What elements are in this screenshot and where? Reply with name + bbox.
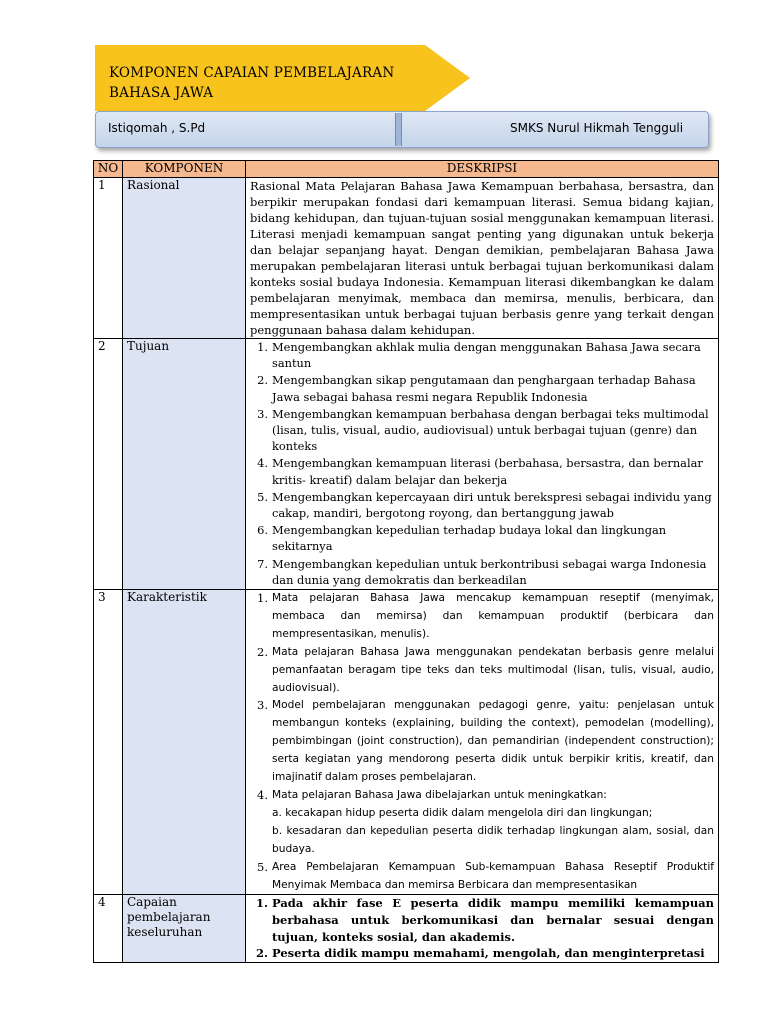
list-item: 2. Peserta didik mampu memahami, mengolah, dan menginterpretasi <box>255 946 705 961</box>
info-bar <box>95 111 709 148</box>
list-item: 7. Mengembangkan kepedulian untuk berkontribusi sebagai warga Indonesia dan dunia yang demokratis dan berkeadilan <box>257 556 707 587</box>
header-komponen: KOMPONEN <box>123 161 246 178</box>
title-line-1: KOMPONEN CAPAIAN PEMBELAJARAN <box>109 65 395 81</box>
list-item: 4. Mengembangkan kemampuan literasi (berbahasa, bersastra, dan bernalar kritis- kreatif) dalam belajar dan bekerja <box>257 456 703 487</box>
list-item: 5. Mengembangkan kepercayaan diri untuk berekspresi sebagai individu yang cakap, mandiri, bergotong royong, dan bertanggung jawab <box>257 489 712 521</box>
list-item: 5. Area Pembelajaran Kemampuan Sub-kemampuan Bahasa Reseptif Produktif Menyimak Membaca dan memirsa Berbicara dan mempresentasikan <box>257 859 714 891</box>
author-name: Istiqomah , S.Pd <box>108 121 206 135</box>
list-item: 6. Mengembangkan kepedulian terhadap budaya lokal dan lingkungan sekitarnya <box>257 523 667 554</box>
list-item: 1. Mata pelajaran Bahasa Jawa mencakup kemampuan reseptif (menyimak, membaca dan memirsa) dan kemampuan produktif (berbicara dan mempresentasikan, menulis). <box>257 591 714 640</box>
table-row-capaian <box>94 895 719 962</box>
rasional-text: Rasional Mata Pelajaran Bahasa Jawa Kemampuan berbahasa, bersastra, dan berpikir merupakan fondasi dari kemampuan literasi. Semua bidang kajian, bidang kehidupan, dan tujuan-tujuan sosial menggunakan kemampuan literasi. Literasi menjadi kemampuan sangat penting yang digunakan untuk bekerja dan belajar sepanjang hayat. Dengan demikian, pembelajaran Bahasa Jawa merupakan pembelajaran literasi untuk berbagai tujuan berkomunikasi dalam konteks sosial budaya Indonesia. Kemampuan literasi dikembangkan ke dalam pembelajaran menyimak, membaca dan memirsa, menulis, berbicara, dan mempresentasikan untuk berbagai tujuan berbasis genre yang terkait dengan penggunaan bahasa dalam kehidupan. <box>246 178 719 339</box>
school-name: SMKS Nurul Hikmah Tengguli <box>510 121 684 135</box>
list-item: 2. Mata pelajaran Bahasa Jawa menggunakan pendekatan berbasis genre melalui pemanfaatan beragam tipe teks dan teks multimodal (lisan, tulis, visual, audio, audiovisual). <box>257 644 714 694</box>
tujuan-description <box>246 339 719 590</box>
capaian-description <box>246 895 719 962</box>
sub-item: b. kesadaran dan kepedulian peserta didik terhadap lingkungan alam, sosial, dan budaya. <box>272 824 714 855</box>
row-number: 4 <box>94 895 123 962</box>
row-number: 2 <box>94 339 123 590</box>
table-header-row <box>94 161 719 178</box>
list-item: 3. Model pembelajaran menggunakan pedagogi genre, yaitu: penjelasan untuk membangun konteks (explaining, building the context), pemodelan (modelling), pembimbingan (joint construction), dan pemandirian (independent construction); serta kegiatan yang mendorong peserta didik untuk berpikir kritis, kreatif, dan imajinatif dalam proses pembelajaran. <box>257 698 714 784</box>
component-name: Tujuan <box>123 339 246 590</box>
table-row-rasional <box>94 178 719 339</box>
table-row-tujuan <box>94 339 719 590</box>
tujuan-list <box>250 339 714 588</box>
list-item: 2. Mengembangkan sikap pengutamaan dan penghargaan terhadap Bahasa Jawa sebagai bahasa resmi negara Republik Indonesia <box>257 373 696 404</box>
header-no: NO <box>94 161 123 178</box>
sub-item: a. kecakapan hidup peserta didik dalam mengelola diri dan lingkungan; <box>272 806 653 819</box>
karakteristik-description <box>246 590 719 895</box>
page-title <box>109 63 394 103</box>
table-row-karakteristik <box>94 590 719 895</box>
component-name: Karakteristik <box>123 590 246 895</box>
info-bar-separator <box>395 113 402 146</box>
capaian-list <box>250 895 714 961</box>
row-number: 3 <box>94 590 123 895</box>
component-name: Capaian pembelajaran keseluruhan <box>123 895 246 962</box>
list-item: 1. Pada akhir fase E peserta didik mampu memiliki kemampuan berbahasa untuk berkomunikasi dan bernalar sesuai dengan tujuan, konteks sosial, dan akademis. <box>255 896 714 944</box>
row-number: 1 <box>94 178 123 339</box>
header-deskripsi: DESKRIPSI <box>246 161 719 178</box>
list-item: 4. Mata pelajaran Bahasa Jawa dibelajarkan untuk meningkatkan: a. kecakapan hidup peserta didik dalam mengelola diri dan lingkungan; b. kesadaran dan kepedulian peserta didik terhadap lingkungan alam, sosial, dan budaya. <box>250 787 714 859</box>
title-banner <box>95 45 470 111</box>
title-line-2: BAHASA JAWA <box>109 85 214 101</box>
list-item: 3. Mengembangkan kemampuan berbahasa dengan berbagai teks multimodal (lisan, tulis, visual, audio, audiovisual) untuk berbagai tujuan (genre) dan konteks <box>257 406 709 454</box>
component-name: Rasional <box>123 178 246 339</box>
karakteristik-list <box>250 590 714 894</box>
list-item: 1. Mengembangkan akhlak mulia dengan menggunakan Bahasa Jawa secara santun <box>257 340 701 371</box>
component-table <box>93 160 719 963</box>
